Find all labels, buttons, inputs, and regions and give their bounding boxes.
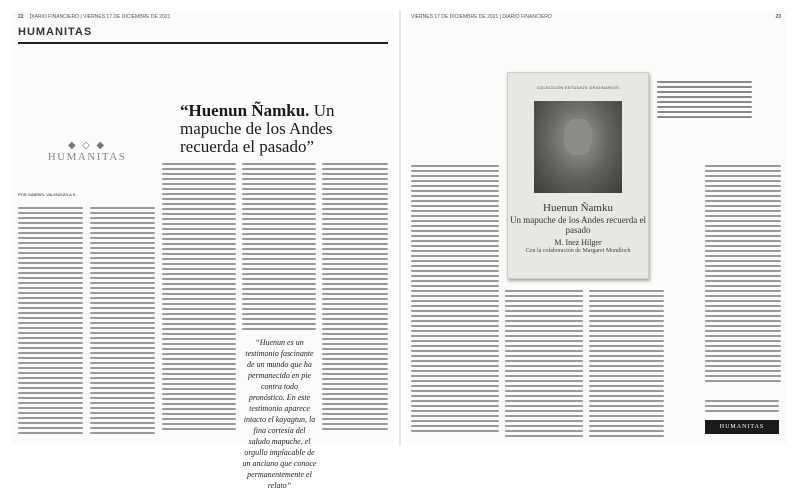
body-column-4	[242, 160, 316, 330]
right-page	[405, 12, 787, 444]
right-page-number: 23	[775, 14, 781, 20]
left-folio-text: DIARIO FINANCIERO | VIERNES 17 DE DICIEMBRE DE 2021	[29, 14, 171, 20]
section-title: HUMANITAS	[18, 26, 93, 38]
book-author: M. Inez Hilger	[554, 238, 602, 247]
headline-rest: Un mapuche de los Andes recuerda el pasado”	[180, 101, 335, 156]
article-headline	[180, 102, 385, 156]
book-coauthor: Con la colaboración de Margaret Mondloch	[525, 248, 631, 254]
logo-word: HUMANITAS	[47, 151, 127, 163]
right-column-4	[705, 162, 781, 387]
left-page	[12, 12, 394, 490]
footer-humanitas-logo: HUMANITAS	[705, 420, 779, 434]
byline: POR GABRIEL VALENZUELA S.	[18, 192, 77, 197]
logo-ornament-icon: ◆ ◇ ◆	[67, 140, 107, 151]
left-page-number: 22	[18, 14, 24, 20]
footer-note	[705, 397, 779, 415]
body-column-2	[90, 204, 155, 439]
book-cover-photo	[534, 101, 622, 193]
book-title: Huenun Ñamku	[543, 202, 613, 214]
portrait-face	[564, 119, 592, 155]
body-column-1	[18, 204, 83, 439]
headline-bold: “Huenun Ñamku.	[180, 101, 310, 120]
book-subtitle: Un mapuche de los Andes recuerda el pasado	[510, 215, 646, 235]
right-column-3	[589, 287, 664, 439]
body-column-3	[162, 160, 236, 439]
left-folio	[12, 12, 394, 22]
humanitas-logo	[32, 140, 142, 180]
right-folio-text: VIERNES 17 DE DICIEMBRE DE 2021 | DIARIO FINANCIERO	[411, 14, 552, 20]
book-cover-image	[507, 72, 649, 279]
right-column-2	[505, 287, 583, 439]
image-caption	[657, 78, 752, 121]
pull-quote: “Huenun es un testimonio fascinante de un mundo que ha permanecido en pie contra todo pronóstico. En este testimonio aparece intacto el kayagtun, la fina cortesía del saludo mapuche, el orgullo implacable de un anciano que conoce permanentemente el relato”	[242, 338, 317, 490]
right-column-1	[411, 162, 499, 439]
page-gutter	[399, 10, 401, 446]
right-folio	[405, 12, 787, 22]
book-series: COLECCIÓN ESTUDIOS ORIGINARIOS	[536, 85, 620, 90]
body-column-5	[322, 160, 388, 439]
section-rule	[18, 42, 388, 44]
